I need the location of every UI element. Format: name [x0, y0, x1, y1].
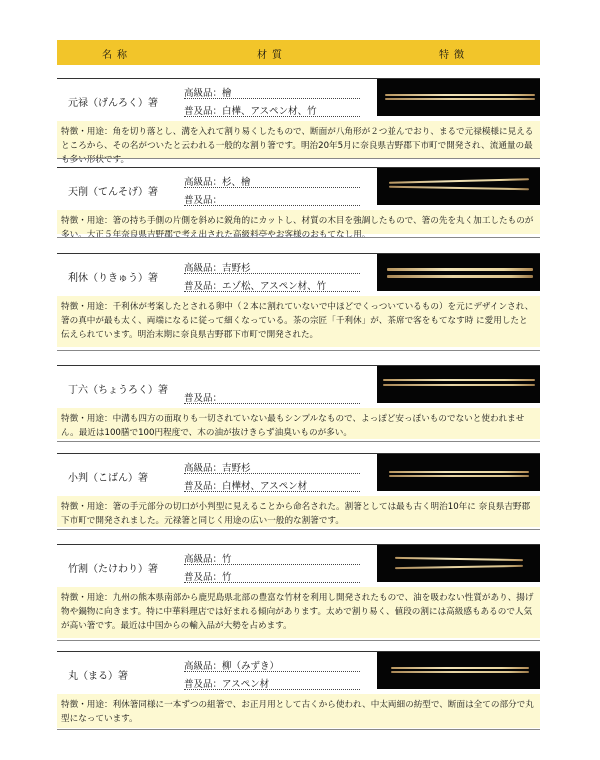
chopsticks-photo — [377, 168, 540, 205]
chopsticks-photo — [377, 79, 540, 116]
entry-bottom-rule — [57, 729, 540, 730]
entry-description: 特徴・用途：角を切り落とし、溝を入れて割り易くしたもので、断面が八角形が２つ並んでおり、まるで元禄模様に見えるところから、その名がついたと云われる一般的な割り箸です。明治20年5月に奈良県吉野郡下市町で開発され、流通量の最も多い形状です。 — [57, 121, 540, 158]
standard-grade-material: 普及品： — [184, 192, 360, 206]
entry-description: 特徴・用途：中溝も四方の面取りも一切されていない最もシンプルなもので、よっぽど安っぽいものでないと使われません。最近は100膳で100円程度で、木の油が抜けきらず油臭いものが多い。 — [57, 408, 540, 439]
high-grade-material: 高級品：竹 — [184, 551, 360, 565]
table-header — [57, 40, 540, 65]
chopsticks-photo — [377, 454, 540, 491]
entry-name: 丸（まる）箸 — [68, 671, 128, 682]
entry-description: 特徴・用途：箸の手元部分の切口が小判型に見えることから命名された。割箸としては最も古く明治10年に 奈良県吉野郡下市町で開発されました。元禄箸と同じく用途の広い一般的な割箸です。 — [57, 496, 540, 527]
standard-grade-material: 普及品：白樺、アスペン材、竹 — [184, 103, 360, 117]
standard-grade-material: 普及品：アスペン材 — [184, 676, 360, 690]
high-grade-material: 高級品：柳（みずき） — [184, 658, 360, 672]
high-grade-material: 高級品：吉野杉 — [184, 260, 360, 274]
entry-description: 特徴・用途：千利休が考案したとされる卵中（２本に割れていないで中ほどでくっついているもの）を元にデザインされ、箸の真中が最も太く、両端になるに従って細くなっている。茶の宗匠「千利休」が、茶席で客をもてなす時 に愛用したと伝えられています。明治末期に奈良県吉野郡下市町で開発された。 — [57, 296, 540, 347]
entry-name: 丁六（ちょうろく）箸 — [68, 385, 168, 396]
header-name: 名称 — [102, 50, 132, 61]
standard-grade-material: 普及品：エゾ松、アスペン材、竹 — [184, 278, 360, 292]
entry-name: 竹割（たけわり）箸 — [68, 564, 158, 575]
entry-bottom-rule — [57, 158, 540, 159]
chopsticks-photo — [377, 254, 540, 291]
chopsticks-photo — [377, 545, 540, 582]
entry-bottom-rule — [57, 441, 540, 442]
entry-bottom-rule — [57, 350, 540, 351]
chopsticks-photo — [377, 652, 540, 689]
entry-description: 特徴・用途：利休箸同様に一本ずつの組箸で、お正月用として古くから使われ、中太両細の紡型で、断面は全ての部分で丸型になっています。 — [57, 694, 540, 728]
entry-name: 天削（てんそげ）箸 — [68, 187, 158, 198]
entry-name: 利休（りきゅう）箸 — [68, 273, 158, 284]
entry-bottom-rule — [57, 237, 540, 238]
entry-description: 特徴・用途：九州の熊本県南部から鹿児島県北部の豊富な竹材を利用し開発されたもので、油を吸わない性質があり、揚げ物や鍋物に向きます。特に中華料理店では好まれる傾向があります。太めで割り易く、値段の割には高級感もあるので人気が高い箸です。最近は中国からの輸入品が大勢を占めます。 — [57, 587, 540, 638]
entry-name: 小判（こばん）箸 — [68, 473, 148, 484]
standard-grade-material: 普及品：白樺材、アスペン材 — [184, 478, 360, 492]
header-material: 材質 — [257, 50, 287, 61]
entry-name: 元禄（げんろく）箸 — [68, 98, 158, 109]
chopsticks-photo — [377, 366, 540, 403]
entry-description: 特徴・用途：箸の持ち手側の片側を斜めに鋭角的にカットし、材質の木目を強調したもので、箸の先を丸く加工したものが多い。大正５年奈良県吉野郡で考え出された高級料亭やお客様のおもてなし用。 — [57, 210, 540, 234]
high-grade-material: 高級品：檜 — [184, 85, 360, 99]
high-grade-material: 高級品：吉野杉 — [184, 460, 360, 474]
header-feature: 特徴 — [439, 50, 469, 61]
standard-grade-material: 普及品：竹 — [184, 569, 360, 583]
standard-grade-material: 普及品： — [184, 390, 360, 404]
entry-bottom-rule — [57, 640, 540, 641]
entry-bottom-rule — [57, 529, 540, 530]
high-grade-material: 高級品：杉、檜 — [184, 174, 360, 188]
